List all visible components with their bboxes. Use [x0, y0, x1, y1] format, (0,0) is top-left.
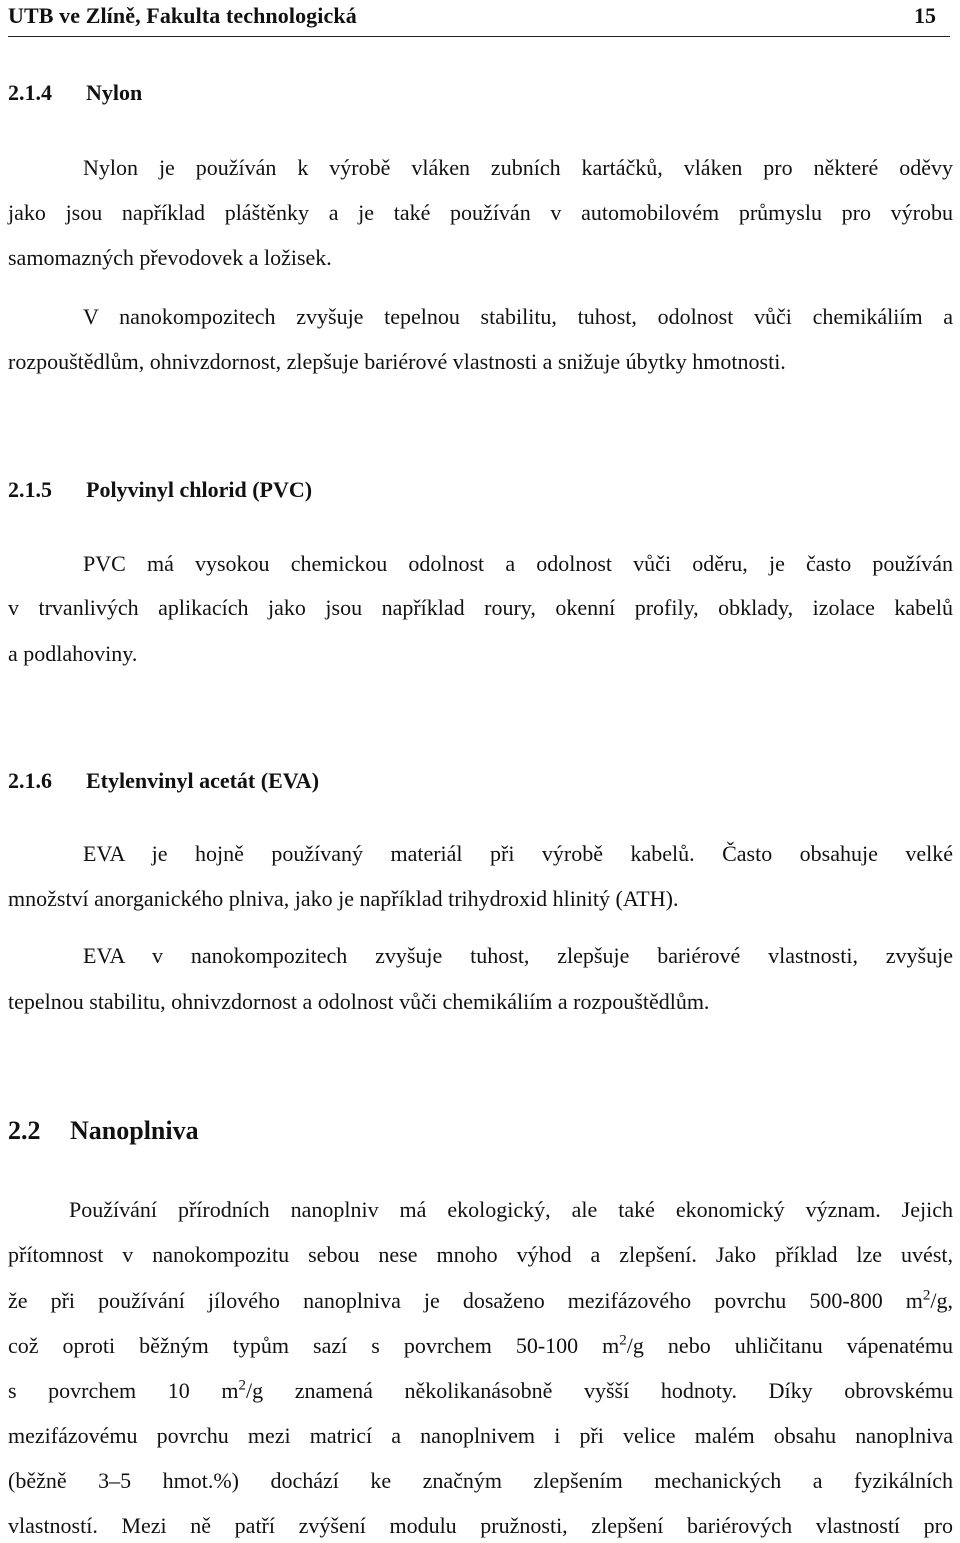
paragraph-line: jako jsou například pláštěnky a je také používán v automobilovém průmyslu pro výrobu: [8, 200, 953, 225]
paragraph-line: Používání přírodních nanoplniv má ekologický, ale také ekonomický význam. Jejich: [69, 1197, 953, 1222]
paragraph-line: PVC má vysokou chemickou odolnost a odolnost vůči oděru, je často používán: [83, 551, 953, 576]
line-text: /g znamená několikanásobně vyšší hodnoty. Díky obrovskému: [246, 1378, 953, 1403]
heading-number: 2.1.6: [8, 768, 52, 793]
superscript-2: 2: [619, 1332, 627, 1349]
page-number: 15: [914, 3, 936, 28]
running-header: [8, 0, 950, 37]
paragraph-line: přítomnost v nanokompozitu sebou nese mnoho výhod a zlepšení. Jako příklad lze uvést,: [8, 1242, 953, 1267]
superscript-2: 2: [922, 1287, 931, 1304]
heading-title: Etylenvinyl acetát (EVA): [86, 768, 320, 793]
heading-number: 2.1.4: [8, 80, 52, 105]
line-text: /g,: [930, 1288, 953, 1313]
header-title: UTB ve Zlíně, Fakulta technologická: [8, 3, 357, 28]
paragraph-line: v trvanlivých aplikacích jako jsou například roury, okenní profily, obklady, izolace kabelů: [8, 595, 953, 620]
paragraph-line: EVA je hojně používaný materiál při výrobě kabelů. Často obsahuje velké: [83, 841, 953, 866]
paragraph-line: tepelnou stabilitu, ohnivzdornost a odolnost vůči chemikáliím a rozpouštědlům.: [8, 989, 710, 1014]
line-text: což oproti běžným typům sazí s povrchem 50-100 m: [8, 1333, 620, 1358]
paragraph-line: (běžně 3–5 hmot.%) dochází ke značným zlepšením mechanických a fyzikálních: [8, 1468, 953, 1493]
paragraph-line: [8, 1287, 953, 1315]
heading-2-2: [8, 1116, 199, 1146]
line-text: s povrchem 10 m: [8, 1378, 239, 1403]
heading-number: 2.2: [8, 1116, 41, 1145]
line-text: že při používání jílového nanoplniva je dosaženo mezifázového povrchu 500-800 m: [8, 1288, 923, 1313]
heading-title: Nanoplniva: [70, 1116, 199, 1145]
paragraph-line: množství anorganického plniva, jako je například trihydroxid hlinitý (ATH).: [8, 886, 679, 911]
heading-2-1-6: [8, 768, 319, 794]
paragraph-line: vlastností. Mezi ně patří zvýšení modulu pružnosti, zlepšení bariérových vlastností pro: [8, 1513, 953, 1538]
heading-title: Polyvinyl chlorid (PVC): [86, 477, 313, 502]
paragraph-line: mezifázovému povrchu mezi matricí a nanoplnivem i při velice malém obsahu nanoplniva: [8, 1423, 953, 1448]
paragraph-line: samomazných převodovek a ložisek.: [8, 245, 332, 270]
paragraph-line: [8, 1377, 953, 1405]
superscript-2: 2: [238, 1377, 246, 1394]
heading-title: Nylon: [86, 80, 143, 105]
paragraph-line: [8, 1332, 953, 1360]
heading-2-1-4: [8, 80, 142, 106]
paragraph-line: EVA v nanokompozitech zvyšuje tuhost, zlepšuje bariérové vlastnosti, zvyšuje: [83, 943, 953, 968]
paragraph-line: rozpouštědlům, ohnivzdornost, zlepšuje bariérové vlastnosti a snižuje úbytky hmotnosti.: [8, 349, 786, 374]
heading-number: 2.1.5: [8, 477, 52, 502]
paragraph-line: a podlahoviny.: [8, 641, 138, 666]
heading-2-1-5: [8, 477, 312, 503]
line-text: /g nebo uhličitanu vápenatému: [626, 1333, 953, 1358]
paragraph-line: Nylon je používán k výrobě vláken zubních kartáčků, vláken pro některé oděvy: [83, 155, 953, 180]
paragraph-line: V nanokompozitech zvyšuje tepelnou stabilitu, tuhost, odolnost vůči chemikáliím a: [83, 304, 953, 329]
